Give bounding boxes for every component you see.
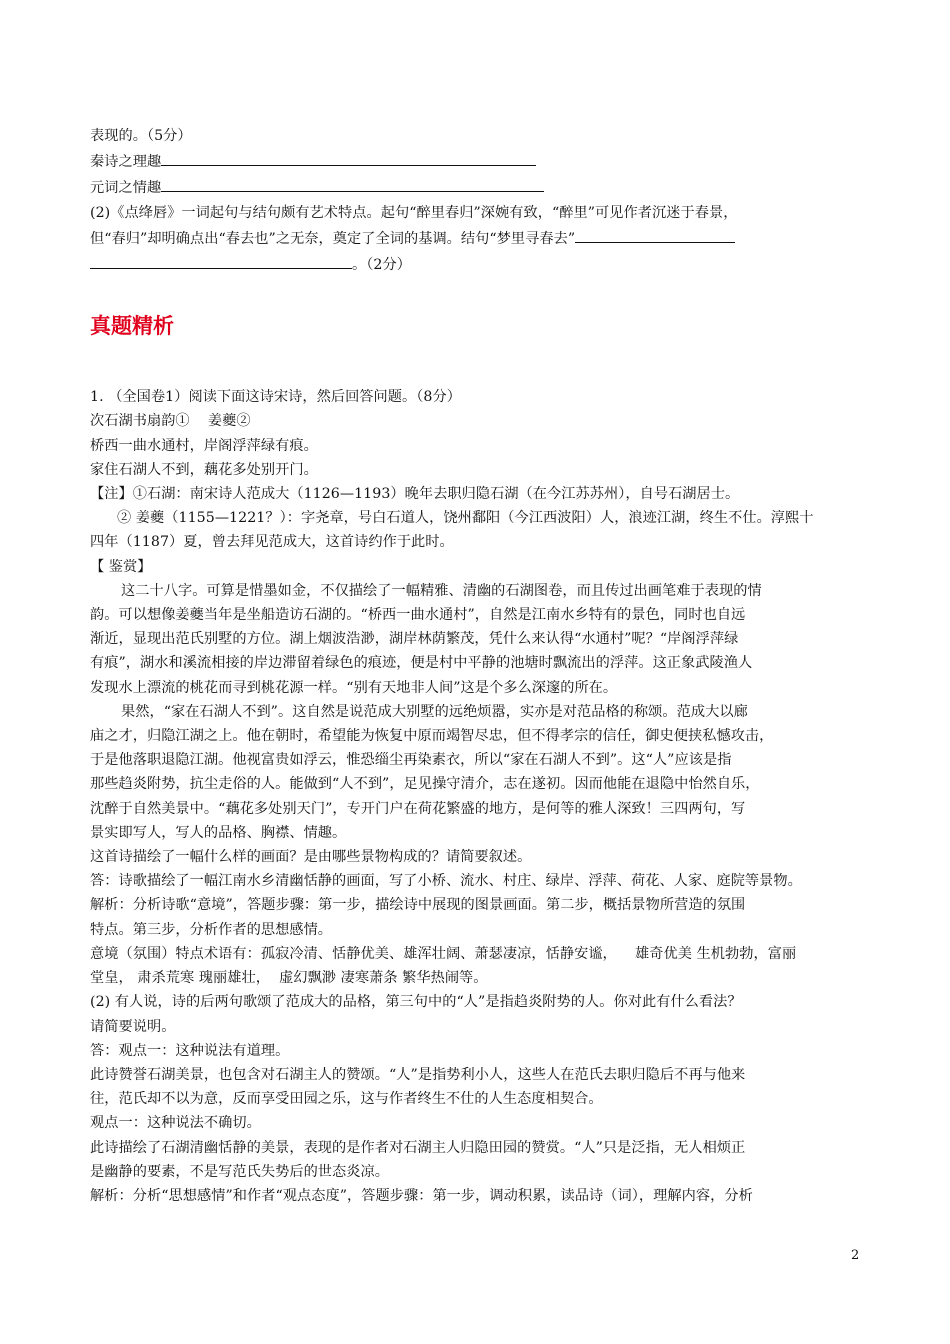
paragraph-line: 沈醉于自然美景中。“藕花多处别天门”，专开门户在荷花繁盛的地方，是何等的雅人深致！三四两句，写 [90,800,746,817]
note-line: 四年（1187）夏，曾去拜见范成大，这首诗约作于此时。 [90,534,454,551]
yuan-label: 元词之情趣 [90,180,162,197]
paragraph-line: 庙之才，归隐江湖之上。他在朝时，希望能为恢复中原而竭智尽忠，但不得孝宗的信任，御史便挟私憾攻击， [90,728,774,745]
qin-label: 秦诗之理趣 [90,154,162,171]
paragraph-line: 景实即写人，写人的品格、胸襟、情趣。 [90,824,347,841]
paragraph-line: 有痕”，湖水和溪流相接的岸边滞留着绿色的痕迹，便是村中平静的池塘时飘流出的浮萍。这正象武陵渔人 [90,655,753,672]
paragraph-line: 于是他落职退隐江湖。他视富贵如浮云，惟恐缁尘再染素衣，所以“家在石湖人不到”。这“人”应该是指 [90,752,732,769]
answer-text: 此诗赞誉石湖美景，也包含对石湖主人的赞颂。“人”是指势利小人，这些人在范氏去职归隐后不再与他来 [90,1066,746,1083]
poem-line: 桥西一曲水通村，岸阁浮萍绿有痕。 [90,437,318,454]
answer-text: 是幽静的要素，不是写范氏失势后的世态炎凉。 [90,1163,389,1180]
answer-line-qin [90,148,865,174]
answer-label: 答：观点一：这种说法有道理。 [90,1042,290,1059]
answer-blank-qin[interactable] [161,148,536,166]
section-heading: 真题精析 [90,314,174,339]
appreciation-label: 【 鉴赏】 [90,558,152,575]
text-line: 。（2分） [90,251,865,277]
poem-title: 次石湖书扇韵① 姜夔② [90,413,251,430]
answer-text: 往，范氏却不以为意，反而享受田园之乐，这与作者终生不仕的人生态度相契合。 [90,1091,603,1108]
page-number: 2 [851,1248,860,1263]
question-intro: 1. （全国卷1）阅读下面这诗宋诗，然后回答问题。（8分） [90,389,461,406]
text-line: 表现的。（5分） [90,128,192,144]
terms-text: 堂皇， 肃杀荒寒 瑰丽雄壮， 虚幻飘渺 凄寒萧条 繁华热闹等。 [90,970,488,987]
text-line: 但“春归”却明确点出“春去也”之无奈，奠定了全词的基调。结句“梦里寻春去” [90,225,865,251]
paragraph-line: 韵。可以想像姜夔当年是坐船造访石湖的。“桥西一曲水通村”，自然是江南水乡特有的景色，同时也自远 [90,607,746,624]
paragraph-line: 那些趋炎附势，抗尘走俗的人。能做到“人不到”，足见操守清介，志在遂初。因而他能在退隐中怡然自乐， [90,776,760,793]
question-text: 这首诗描绘了一幅什么样的画面？是由哪些景物构成的？请简要叙述。 [90,849,532,866]
question-text: 请简要说明。 [90,1018,176,1035]
note-line: 【注】①石湖：南宋诗人范成大（1126—1193）晚年去职归隐石湖（在今江苏苏州），自号石湖居士。 [90,486,740,503]
paragraph-line: 发现水上漂流的桃花而寻到桃花源一样。“别有天地非人间”这是个多么深邃的所在。 [90,679,618,696]
answer-label: 观点一：这种说法不确切。 [90,1115,261,1132]
paragraph-line: 果然，“家在石湖人不到”。这自然是说范成大别墅的远绝烦嚣，实亦是对范品格的称颂。范成大以廊 [121,703,748,720]
answer-line-yuan [90,174,865,200]
analysis-text: 特点。第三步，分析作者的思想感情。 [90,921,333,938]
terms-text: 意境（氛围）特点术语有：孤寂冷清、恬静优美、雄浑壮阔、萧瑟凄凉，恬静安谧， 雄奇优美 生机勃勃，富丽 [90,945,797,962]
answer-text: 此诗描绘了石湖清幽恬静的美景，表现的是作者对石湖主人归隐田园的赞赏。“人”只是泛指，无人相烦正 [90,1139,746,1156]
note-line: ② 姜夔（1155—1221？）：字尧章，号白石道人，饶州鄱阳（今江西波阳）人，浪迹江湖，终生不仕。淳熙十 [117,510,814,527]
answer-blank-q2-b[interactable] [90,251,352,269]
paragraph-line: 渐近，显现出范氏别墅的方位。湖上烟波浩渺，湖岸林荫繁茂，凭什么来认得“水通村”呢？“岸阁浮萍绿 [90,631,739,648]
question-text: (2) 有人说，诗的后两句歌颂了范成大的品格，第三句中的“人”是指趋炎附势的人。你对此有什么看法？ [90,994,742,1011]
answer-text: 答：诗歌描绘了一幅江南水乡清幽恬静的画面，写了小桥、流水、村庄、绿岸、浮萍、荷花、人家、庭院等景物。 [90,873,802,890]
poem-line: 家住石湖人不到，藕花多处别开门。 [90,461,318,478]
analysis-text: 解析：分析诗歌“意境”，答题步骤：第一步，描绘诗中展现的图景画面。第二步，概括景物所营造的氛围 [90,897,746,914]
text-line: (2)《点绛唇》一词起句与结句颇有艺术特点。起句“醉里春归”深婉有致，“醉里”可见作者沉迷于春景， [90,204,738,221]
answer-blank-yuan[interactable] [161,174,544,192]
document-body [90,124,865,1208]
analysis-text: 解析：分析“思想感情”和作者“观点态度”，答题步骤：第一步，调动积累，读品诗（词），理解内容，分析 [90,1187,753,1204]
paragraph-line: 这二十八字。可算是惜墨如金，不仅描绘了一幅精雅、清幽的石湖图卷，而且传过出画笔难于表现的情 [121,582,762,599]
answer-blank-q2-a[interactable] [575,225,735,243]
